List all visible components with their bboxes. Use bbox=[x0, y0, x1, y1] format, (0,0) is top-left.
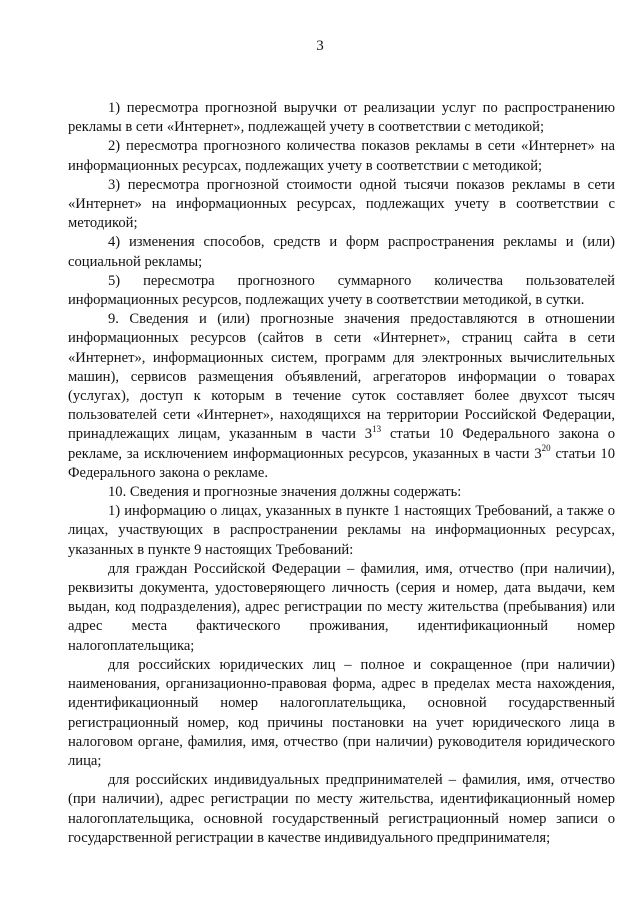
clause-9-text-a: 9. Сведения и (или) прогнозные значения предоставляются в отношении информационных ресурсов (сайтов в сети «Интернет», страниц сайта в сети «Интернет», информационных систем, программ для электронных вычислительных машин), сервисов размещения объявлений, агрегаторов информации о товарах (услугах), доступ к которым в течение суток составляет более двухсот тысяч пользователей сети «Интернет», находящихся на территории Российской Федерации, принадлежащих лицам, указанным в части 3 bbox=[68, 311, 615, 443]
legal-entities-paragraph: для российских юридических лиц – полное и сокращенное (при наличии) наименования, организационно-правовая форма, адрес в пределах места нахождения, идентификационный номер налогоплательщика, основной государственный регистрационный номер, код причины постановки на учет юридического лица в налоговом органе, фамилия, имя, отчество (при наличии) руководителя юридического лица; bbox=[68, 656, 615, 769]
list-item-5: 5) пересмотра прогнозного суммарного количества пользователей информационных ресурсов, подлежащих учету в соответствии методикой, в сутки. bbox=[68, 272, 615, 309]
clause-10: 10. Сведения и прогнозные значения должны содержать: bbox=[108, 484, 462, 501]
list-item-3: 3) пересмотра прогнозной стоимости одной тысячи показов рекламы в сети «Интернет» на информационных ресурсах, подлежащих учету в соответствии с методикой; bbox=[68, 176, 615, 232]
page-number: 3 bbox=[316, 38, 324, 54]
clause-9-text-b: статьи 10 Федерального закона о рекламе, за исключением информационных ресурсов, указанных в части 3 bbox=[68, 426, 616, 462]
clause-10-item-1: 1) информацию о лицах, указанных в пункте 1 настоящих Требований, а также о лицах, участвующих в распространении рекламы на информационных ресурсах, указанных в пункте 9 настоящих Требований: bbox=[68, 503, 615, 558]
clause-9-text-c: статьи 10 Федерального закона о рекламе. bbox=[68, 445, 615, 481]
citizens-paragraph: для граждан Российской Федерации – фамилия, имя, отчество (при наличии), реквизиты документа, удостоверяющего личность (серия и номер, дата выдачи, кем выдан, код подразделения), адрес регистрации по месту жительства (пребывания) или адрес места фактического проживания, идентификационный номер налогоплательщика; bbox=[68, 560, 615, 654]
list-item-1: 1) пересмотра прогнозной выручки от реализации услуг по распространению рекламы в сети «Интернет», подлежащей учету в соответствии с методикой; bbox=[68, 100, 615, 136]
document-body bbox=[68, 99, 615, 848]
list-item-2: 2) пересмотра прогнозного количества показов рекламы в сети «Интернет» на информационных ресурсах, подлежащих учету в соответствии с методикой; bbox=[68, 138, 615, 174]
clause-9-sup-2: 20 bbox=[541, 442, 551, 453]
clause-9-sup-1: 13 bbox=[372, 423, 382, 434]
list-item-4: 4) изменения способов, средств и форм распространения рекламы и (или) социальной рекламы; bbox=[68, 234, 615, 270]
entrepreneurs-paragraph: для российских индивидуальных предпринимателей – фамилия, имя, отчество (при наличии), адрес регистрации по месту жительства, идентификационный номер налогоплательщика, основной государственный регистрационный номер записи о государственной регистрации в качестве индивидуального предпринимателя; bbox=[68, 772, 615, 846]
clause-9 bbox=[68, 310, 615, 483]
